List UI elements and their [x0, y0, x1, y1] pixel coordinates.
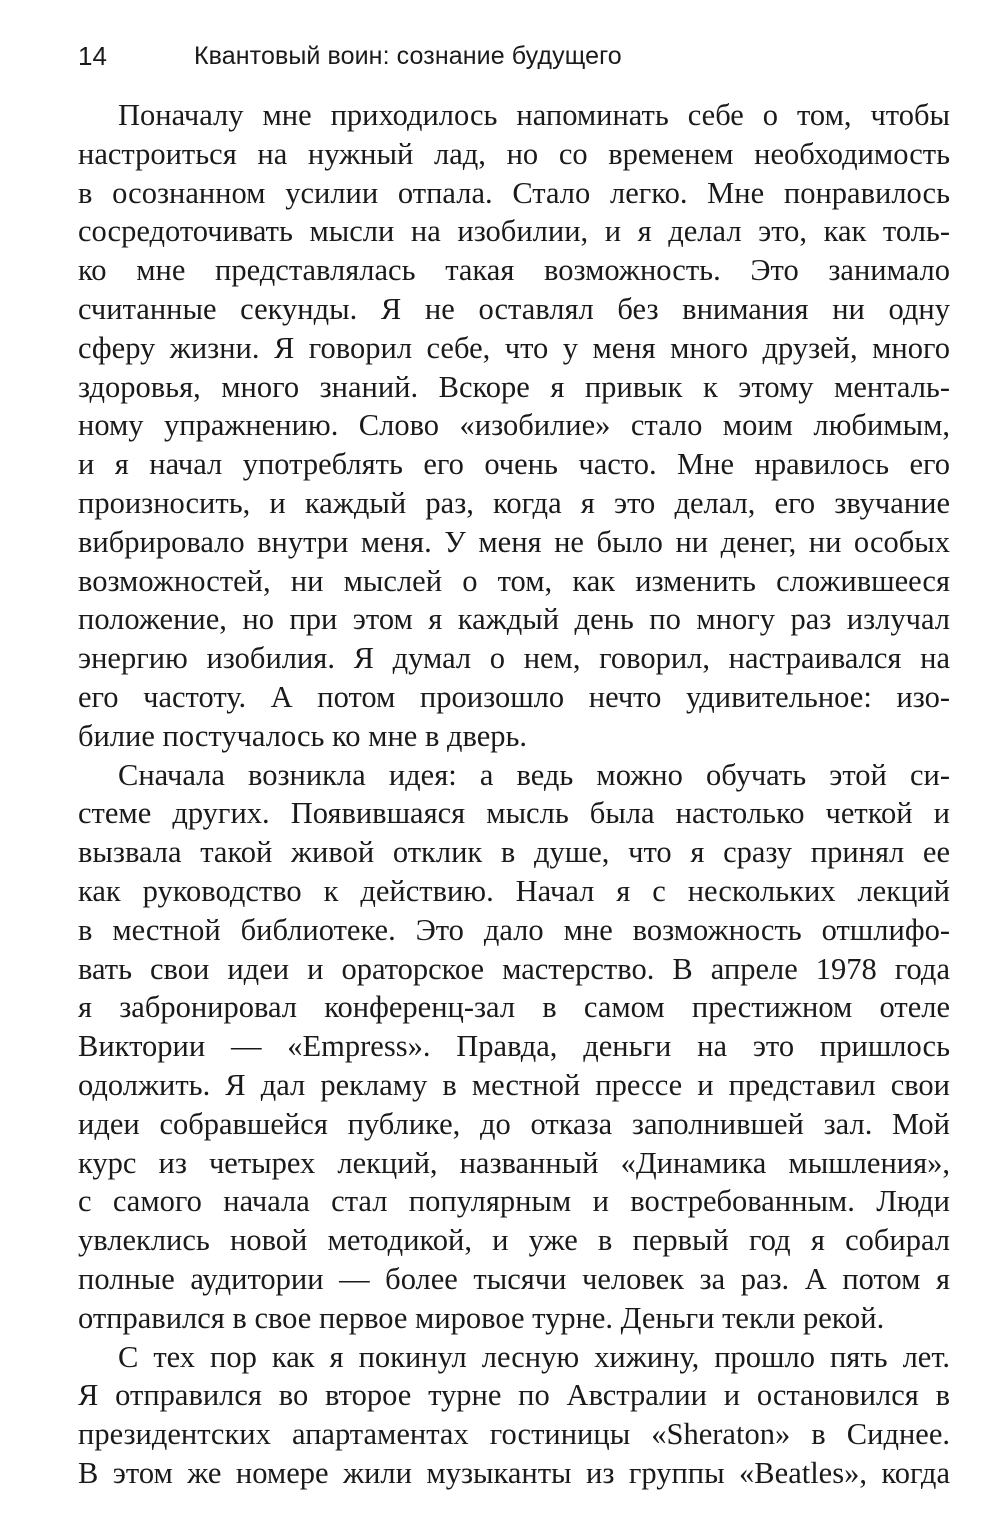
text-line: я забронировал конференц-зал в самом престижном отеле — [78, 990, 950, 1025]
text-line: возможностей, ни мыслей о том, как изменить сложившееся — [78, 563, 950, 598]
text-line: положение, но при этом я каждый день по многу раз излучал — [78, 602, 950, 637]
text-line: настроиться на нужный лад, но со временем необходимость — [78, 136, 950, 171]
text-line: считанные секунды. Я не оставлял без внимания ни одну — [78, 291, 950, 326]
text-line: стеме других. Появившаяся мысль была настолько четкой и — [78, 796, 950, 831]
text-line: и я начал употреблять его очень часто. Мне нравилось его — [78, 447, 950, 482]
text-line: энергию изобилия. Я думал о нем, говорил, настраивался на — [78, 641, 950, 676]
text-line: здоровья, много знаний. Вскоре я привык к этому менталь- — [78, 369, 950, 404]
text-line: С тех пор как я покинул лесную хижину, прошло пять лет. — [118, 1339, 950, 1374]
text-line: курс из четырех лекций, названный «Динамика мышления», — [78, 1145, 950, 1180]
text-line: сосредоточивать мысли на изобилии, и я делал это, как толь- — [78, 214, 950, 249]
text-line: Сначала возникла идея: а ведь можно обучать этой си- — [118, 757, 950, 792]
text-line: увлеклись новой методикой, и уже в первый год я собирал — [78, 1223, 950, 1258]
text-line: в осознанном усилии отпала. Стало легко. Мне понравилось — [78, 175, 950, 210]
text-line: президентских апартаментах гостиницы «Sheraton» в Сиднее. — [78, 1417, 950, 1452]
text-line: отправился в свое первое мировое турне. Деньги текли рекой. — [78, 1300, 885, 1335]
text-line: вызвала такой живой отклик в душе, что я сразу принял ее — [78, 835, 950, 870]
text-line: ному упражнению. Слово «изобилие» стало моим любимым, — [78, 408, 950, 443]
running-head — [78, 36, 960, 76]
page-number: 14 — [78, 41, 107, 71]
text-line: В этом же номере жили музыканты из группы «Beatles», когда — [78, 1455, 950, 1490]
text-line: как руководство к действию. Начал я с нескольких лекций — [78, 873, 950, 908]
text-line: одолжить. Я дал рекламу в местной прессе и представил свои — [78, 1067, 950, 1102]
paragraph-2 — [78, 756, 950, 1338]
book-title: Квантовый воин: сознание будущего — [194, 42, 622, 70]
text-line: сферу жизни. Я говорил себе, что у меня много друзей, много — [78, 330, 950, 365]
paragraph-1 — [78, 96, 950, 756]
text-line: с самого начала стал популярным и востребованным. Люди — [78, 1184, 950, 1219]
text-line: идеи собравшейся публике, до отказа заполнившей зал. Мой — [78, 1106, 950, 1141]
text-line: его частоту. А потом произошло нечто удивительное: изо- — [78, 679, 950, 714]
text-line: вать свои идеи и ораторское мастерство. В апреле 1978 года — [78, 951, 950, 986]
text-line: Я отправился во второе турне по Австралии и остановился в — [78, 1378, 950, 1413]
text-line: в местной библиотеке. Это дало мне возможность отшлифо- — [78, 912, 950, 947]
body-text — [78, 96, 950, 1493]
text-line: ко мне представлялась такая возможность. Это занимало — [78, 253, 950, 288]
text-line: Виктории — «Empress». Правда, деньги на это пришлось — [78, 1029, 950, 1064]
text-line: Поначалу мне приходилось напоминать себе о том, чтобы — [118, 98, 950, 132]
text-line: билие постучалось ко мне в дверь. — [78, 718, 528, 753]
text-line: полные аудитории — более тысячи человек за раз. А потом я — [78, 1261, 950, 1296]
text-line: вибрировало внутри меня. У меня не было ни денег, ни особых — [78, 524, 950, 559]
paragraph-3 — [78, 1338, 950, 1493]
text-line: произносить, и каждый раз, когда я это делал, его звучание — [78, 485, 950, 520]
